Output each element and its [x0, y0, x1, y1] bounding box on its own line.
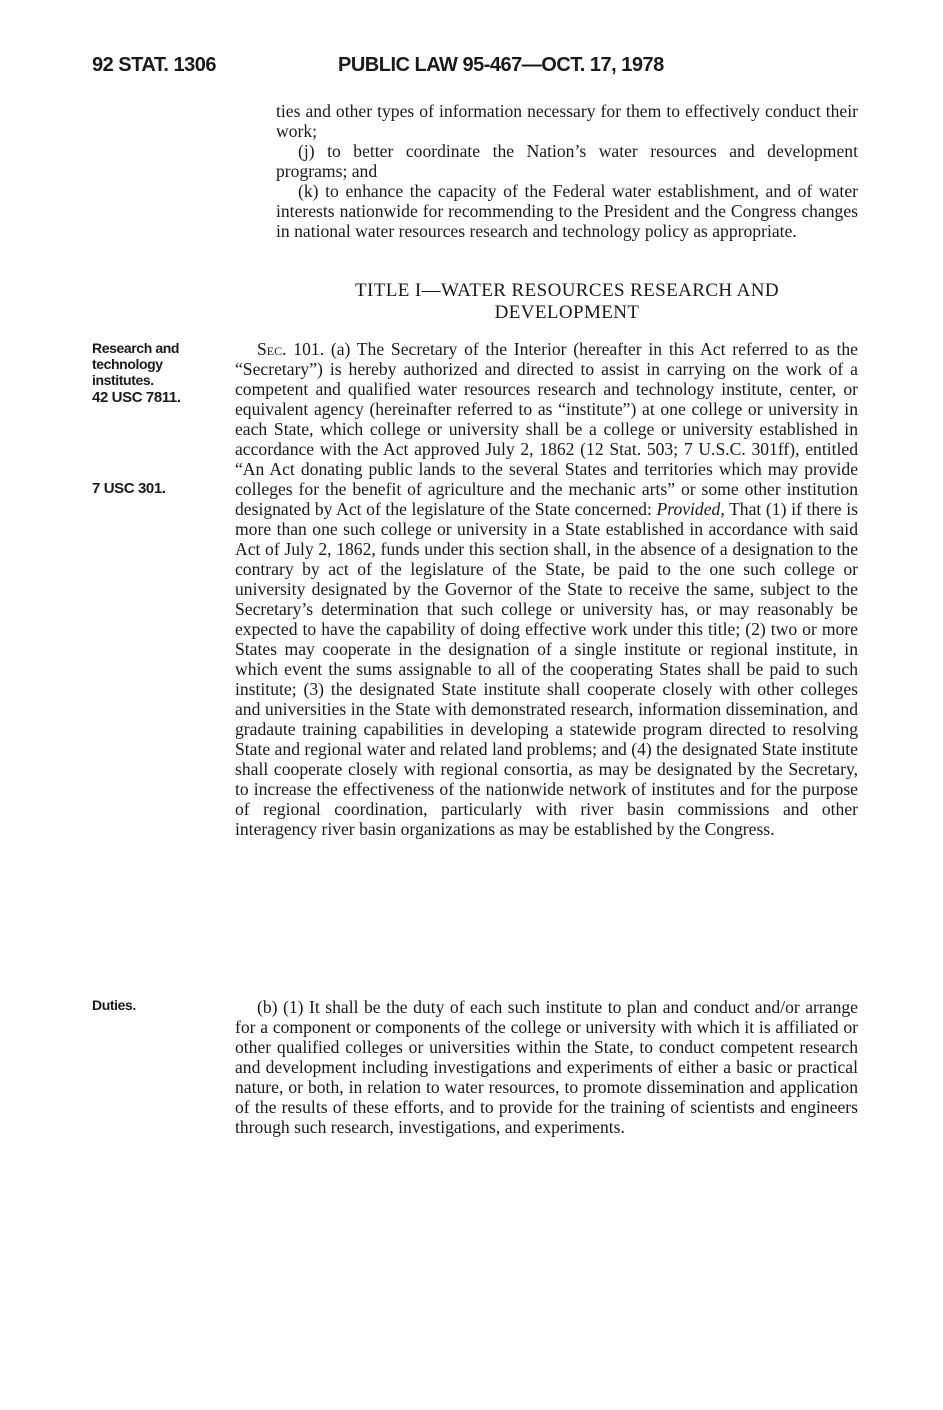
- section-101-paragraph-b: (b) (1) It shall be the duty of each such institute to plan and conduct and/or arrange for a component or components of the college or university with which it is affiliated or other qualified colleges or universities within the State, to conduct competent research and development including investigations and experiments of either a basic or practical nature, or both, in relation to water resources, to promote dissemination and application of the results of these efforts, and to provide for the training of scientists and engineers through such research, investigations, and experiments.: [235, 997, 858, 1137]
- running-header: PUBLIC LAW 95-467—OCT. 17, 1978: [338, 54, 664, 76]
- section-a-text-2: That (1) if there is more than one such college or university in a State established in accordance with said Act of July 2, 1862, funds under this section shall, in the absence of a designation to the contrary by act of the legislature of the State, be paid to the one such college or university designated by the Governor of the State to receive the same, subject to the Secretary’s determination that such college or university has, or may reasonably be expected to have the capability of doing effective work under this title; (2) two or more States may cooperate in the designation of a single institute or regional institute, in which event the sums assignable to all of the cooperating States shall be paid to such institute; (3) the designated State institute shall cooperate closely with other colleges and universities in the State with demonstrated research, information dissemination, and gradaute training capabilities in developing a statewide program directed to resolving State and regional water and related land problems; and (4) the designated State institute shall cooperate closely with regional consortia, as may be designated by the Secretary, to increase the effectiveness of the nationwide network of institutes and for the purpose of regional coordination, particularly with river basin commissions and other interagency river basin organizations as may be established by the Congress.: [235, 499, 858, 839]
- item-k-paragraph: (k) to enhance the capacity of the Federal water establishment, and of water interests nationwide for recommending to the President and the Congress changes in national water resources research and technology policy as appropriate.: [276, 181, 858, 241]
- section-label: Sec.: [257, 339, 287, 359]
- margin-note-line: technology: [92, 356, 163, 372]
- margin-note-duties: Duties.: [92, 997, 136, 1013]
- title-line-2: DEVELOPMENT: [494, 302, 640, 323]
- section-101-paragraph-a: [235, 339, 858, 839]
- margin-note-line: institutes.: [92, 372, 154, 388]
- provided-word: Provided,: [656, 499, 725, 519]
- page-stat-number: 92 STAT. 1306: [92, 54, 216, 76]
- margin-note-research-institutes: [92, 340, 212, 408]
- margin-note-7-usc-301: 7 USC 301.: [92, 480, 166, 497]
- title-line-1: TITLE I—WATER RESOURCES RESEARCH AND: [355, 280, 779, 301]
- margin-note-line: Research and: [92, 340, 180, 356]
- title-heading: [276, 280, 858, 324]
- continuation-paragraph: ties and other types of information necessary for them to effectively conduct their work;: [276, 101, 858, 141]
- item-j-paragraph: (j) to better coordinate the Nation’s water resources and development programs; and: [276, 141, 858, 181]
- section-a-text-1: 101. (a) The Secretary of the Interior (hereafter in this Act referred to as the “Secretary”) is hereby authorized and directed to assist in carrying on the work of a competent and qualified water resources research and technology institute, center, or equivalent agency (hereinafter referred to as “institute”) at one college or university in each State, which college or university shall be a college or university established in accordance with the Act approved July 2, 1862 (12 Stat. 503; 7 U.S.C. 301ff), entitled “An Act donating public lands to the several States and territories which may provide colleges for the benefit of agriculture and the mechanic arts” or some other institution designated by Act of the legislature of the State concerned:: [235, 339, 858, 519]
- margin-note-citation: 42 USC 7811.: [92, 389, 181, 406]
